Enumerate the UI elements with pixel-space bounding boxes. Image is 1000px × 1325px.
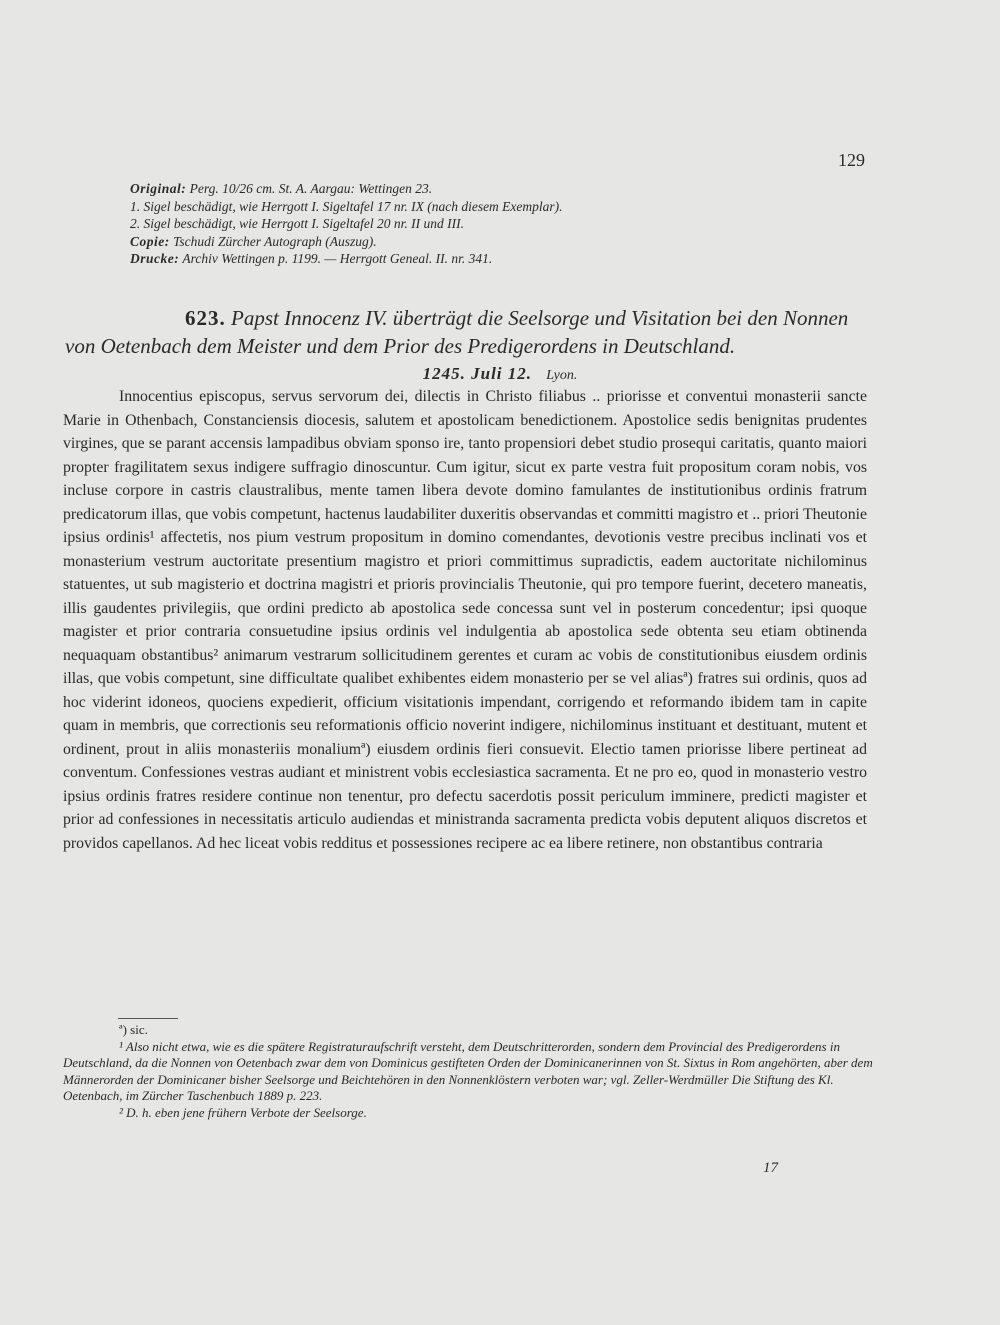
footnote-a: ª) sic. (119, 1022, 148, 1037)
footnotes (63, 1022, 873, 1121)
source-seal-1 (130, 198, 870, 216)
source-seal-2 (130, 215, 870, 233)
source-drucke (130, 250, 870, 268)
signature-mark: 17 (763, 1160, 778, 1176)
footnote-2: ² D. h. eben jene frühern Verbote der Seelsorge. (119, 1104, 367, 1120)
charter-paragraph: Innocentius episcopus, servus servorum dei, dilectis in Christo filiabus .. priorisse et conventui monasterii sancte Marie in Othenbach, Constanciensis diocesis, salutem et apostolicam benedictionem. Apostolice sedis benignitas prudentes virgines, que se parant accensis lampadibus obviam sponso ire, tanto propensiori debet studio prosequi caritatis, quanto maiori propter fragilitatem sexus indigere suffragio dinoscuntur. Cum igitur, sicut ex parte vestra fuit propositum coram nobis, vos incluse corpore in castris claustralibus, mente tamen libera devote domino famulantes de institutionibus ordinis fratrum predicatorum illas, que vobis competunt, hactenus laudabiliter duxeritis observandas et committi magistro et .. priori Theutonie ipsius ordinis¹ affectetis, nos pium vestrum propositum in domino comendantes, devotionis vestre precibus inclinati vos et monasterium vestrum auctoritate presentium magistro et priori committimus supradictis, eadem auctoritate nichilominus statuentes, ut sub magisterio et doctrina magistri et prioris provincialis Theutonie, qui pro tempore fuerint, decetero maneatis, illis gaudentes privilegiis, que ordini predicto ab apostolica sede concessa sunt vel in posterum concedentur; ipsi quoque magister et prior contraria consuetudine ipsius ordinis vel indulgentia ab apostolica sede obtenta seu etiam obtinenda nequaquam obstantibus² animarum vestrarum sollicitudinem gerentes et curam ac vobis de constitutionibus eiusdem ordinis illas, que vobis competunt, sine difficultate qualibet exhibentes eidem monasterio per se vel aliasª) fratres sui ordinis, quos ad hoc viderint idoneos, quociens expedierit, officium visitationis impendant, corrigendo et reformando ibidem tam in capite quam in membris, que correctionis seu reformationis officio noverint indigere, nichilominus instituant et destituant, mutent et ordinent, prout in aliis monasteriis monaliumª) eiusdem ordinis fieri consuevit. Electio tamen priorisse libere pertineat ad conventum. Confessiones vestras audiant et ministrent vobis ecclesiastica sacramenta. Et ne pro eo, quod in monasterio vestro ipsius ordinis fratres residere continue non tenentur, pro defectu sacerdotis possit periculum imminere, predicti magister et prior ad confessiones in necessitatis articulo audiendas et ministranda sacramenta predicta vobis deputent aliquos discretos et providos capellanos. Ad hec liceat vobis redditus et possessiones recipere ac ea libere retinere, non obstantibus contraria (63, 388, 867, 852)
source-label: Original: (130, 181, 187, 196)
dateline (0, 364, 1000, 384)
document-date: 1245. Juli 12. (422, 364, 533, 383)
footnote-1: ¹ Also nicht etwa, wie es die spätere Registraturaufschrift versteht, dem Deutschritterorden, sondern dem Provincial des Predigerordens in Deutschland, da die Nonnen von Oetenbach zwar dem von Dominicus gestifteten Orden der Dominicanerinnen von St. Sixtus in Rom angehörten, aber dem Männerorden der Dominicaner bisher Seelsorge und Beichtehören in den Nonnenklöstern verboten war; vgl. Zeller-Werdmüller Die Stiftung des Kl. Oetenbach, im Zürcher Taschenbuch 1889 p. 223. (63, 1038, 873, 1103)
source-label: Drucke: (130, 251, 180, 266)
source-text: 2. Sigel beschädigt, wie Herrgott I. Sigeltafel 20 nr. II und III. (130, 216, 464, 231)
document-title: Papst Innocenz IV. überträgt die Seelsorge und Visitation bei den Nonnen von Oetenbach dem Meister und dem Prior des Predigerordens in Deutschland. (65, 306, 849, 358)
source-original (130, 180, 870, 198)
source-label: Copie: (130, 233, 170, 249)
source-text: Tschudi Zürcher Autograph (Auszug). (173, 233, 377, 249)
source-text: Perg. 10/26 cm. St. A. Aargau: Wettingen 23. (189, 181, 433, 196)
page-number: 129 (838, 150, 865, 170)
source-apparatus (130, 180, 870, 268)
document-heading (65, 304, 875, 360)
document-number: 623. (185, 306, 226, 330)
charter-text (63, 385, 867, 855)
source-text: Archiv Wettingen p. 1199. — Herrgott Geneal. II. nr. 341. (182, 251, 493, 266)
source-copie (130, 233, 870, 251)
document-place: Lyon. (546, 368, 578, 383)
source-text: 1. Sigel beschädigt, wie Herrgott I. Sigeltafel 17 nr. IX (nach diesem Exemplar). (130, 198, 563, 214)
footnote-divider (118, 1018, 178, 1019)
